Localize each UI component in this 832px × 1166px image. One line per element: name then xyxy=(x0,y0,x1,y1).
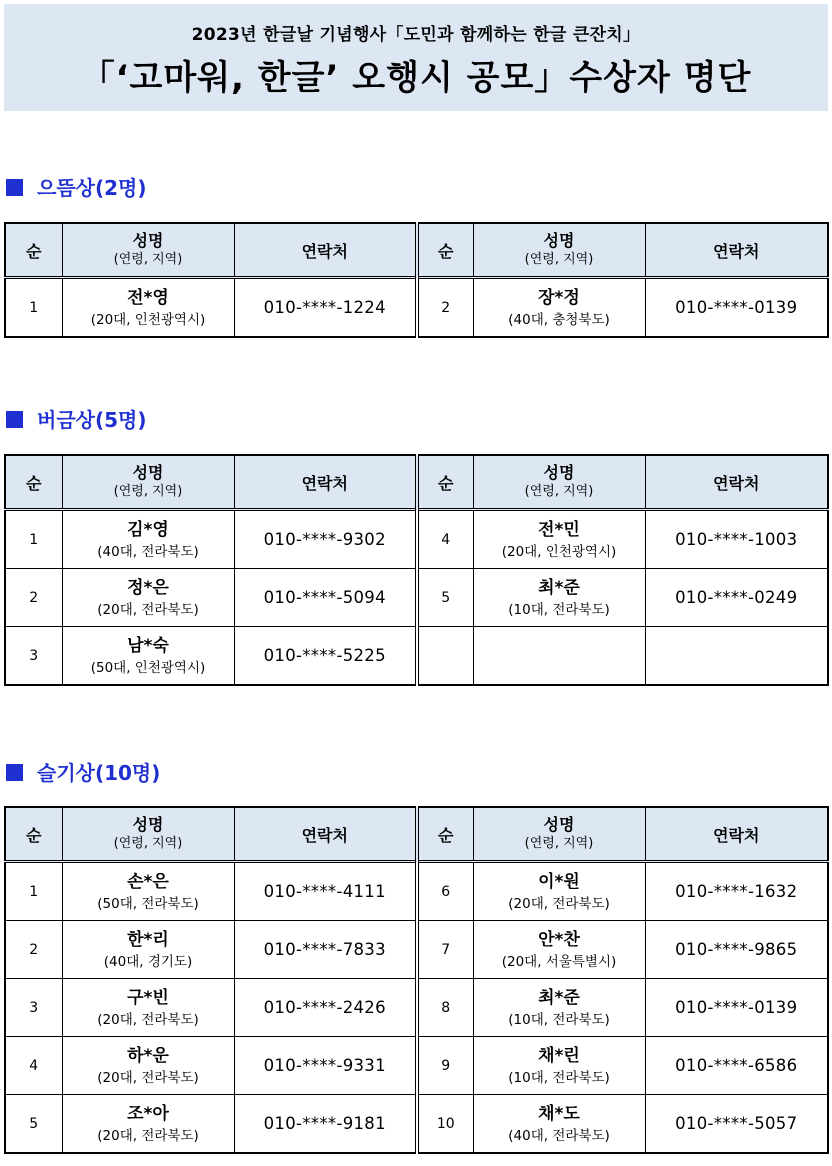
entry-phone: 010-****-4111 xyxy=(234,862,417,921)
entry-phone: 010-****-1224 xyxy=(234,278,417,338)
entry-order: 1 xyxy=(5,862,62,921)
table-header-row xyxy=(5,807,828,862)
entry-detail: (10대, 전라북도) xyxy=(508,1069,610,1086)
entry-phone: 010-****-5057 xyxy=(645,1095,828,1154)
table-header-row xyxy=(5,455,828,510)
entry-order: 2 xyxy=(5,921,62,979)
entry-phone: 010-****-6586 xyxy=(645,1037,828,1095)
header-contact: 연락처 xyxy=(645,455,828,510)
table-row xyxy=(5,862,828,921)
entry-detail: (20대, 전라북도) xyxy=(97,1069,199,1086)
entry-name: 하*운 xyxy=(127,1045,169,1066)
header-name-sub: (연령, 지역) xyxy=(113,484,183,499)
entry-order: 6 xyxy=(417,862,473,921)
entry-detail: (20대, 인천광역시) xyxy=(501,543,617,560)
header-name-label: 성명 xyxy=(132,463,164,482)
banner-subtitle: 2023년 한글날 기념행사「도민과 함께하는 한글 큰잔치」 xyxy=(191,25,641,45)
header-contact: 연락처 xyxy=(234,807,417,862)
entry-detail: (20대, 전라북도) xyxy=(97,1127,199,1144)
header-name-label: 성명 xyxy=(543,231,575,250)
entry-order: 4 xyxy=(5,1037,62,1095)
entry-phone: 010-****-9331 xyxy=(234,1037,417,1095)
table-row xyxy=(5,569,828,627)
header-order: 순 xyxy=(5,455,62,510)
entry-name: 손*은 xyxy=(127,871,169,892)
header-name xyxy=(62,455,234,510)
entry-detail: (20대, 서울특별시) xyxy=(501,953,617,970)
header-name-sub: (연령, 지역) xyxy=(113,836,183,851)
entry-order: 3 xyxy=(5,627,62,686)
entry-name: 채*린 xyxy=(538,1045,580,1066)
entry-name-cell xyxy=(473,979,645,1037)
entry-phone: 010-****-9865 xyxy=(645,921,828,979)
entry-name-cell xyxy=(62,510,234,569)
header-order: 순 xyxy=(5,807,62,862)
table-row xyxy=(5,627,828,686)
entry-phone: 010-****-2426 xyxy=(234,979,417,1037)
entry-name: 정*은 xyxy=(127,577,169,598)
entry-name: 전*민 xyxy=(538,519,580,540)
entry-name-cell xyxy=(62,278,234,338)
entry-name: 이*원 xyxy=(538,871,580,892)
section-title-label: 버금상(5명) xyxy=(37,408,147,432)
header-name-label: 성명 xyxy=(132,231,164,250)
entry-name-cell xyxy=(473,510,645,569)
header-name xyxy=(62,223,234,278)
entry-order: 1 xyxy=(5,278,62,338)
entry-name-cell xyxy=(473,862,645,921)
header-name-label: 성명 xyxy=(543,815,575,834)
header-order: 순 xyxy=(417,223,473,278)
entry-detail: (10대, 전라북도) xyxy=(508,1011,610,1028)
entry-name-cell xyxy=(473,1095,645,1154)
entry-phone: 010-****-7833 xyxy=(234,921,417,979)
header-name xyxy=(473,455,645,510)
entry-detail: (40대, 충청북도) xyxy=(508,311,610,328)
section-title xyxy=(6,172,146,201)
entry-detail: (20대, 전라북도) xyxy=(508,895,610,912)
entry-detail: (10대, 전라북도) xyxy=(508,601,610,618)
entry-detail: (20대, 전라북도) xyxy=(97,1011,199,1028)
entry-order: 4 xyxy=(417,510,473,569)
title-banner xyxy=(4,4,828,111)
entry-name-cell xyxy=(473,278,645,338)
entry-name-cell xyxy=(62,979,234,1037)
table-row xyxy=(5,510,828,569)
header-name-sub: (연령, 지역) xyxy=(524,484,594,499)
entry-name: 안*찬 xyxy=(538,929,580,950)
section-title xyxy=(6,757,160,786)
entry-order: 8 xyxy=(417,979,473,1037)
award-table xyxy=(4,222,829,338)
header-order: 순 xyxy=(5,223,62,278)
entry-name: 구*빈 xyxy=(127,987,169,1008)
entry-detail: (40대, 경기도) xyxy=(103,953,193,970)
header-contact: 연락처 xyxy=(645,807,828,862)
entry-phone: 010-****-1003 xyxy=(645,510,828,569)
square-bullet-icon xyxy=(6,411,23,428)
award-table xyxy=(4,806,829,1154)
entry-name-cell xyxy=(62,1095,234,1154)
header-order: 순 xyxy=(417,455,473,510)
header-name-sub: (연령, 지역) xyxy=(524,252,594,267)
entry-name: 채*도 xyxy=(538,1103,580,1124)
entry-order: 2 xyxy=(5,569,62,627)
entry-name-cell xyxy=(473,921,645,979)
section-title-label: 슬기상(10명) xyxy=(37,761,161,785)
entry-name: 전*영 xyxy=(127,287,169,308)
entry-name-cell xyxy=(62,862,234,921)
entry-phone: 010-****-1632 xyxy=(645,862,828,921)
square-bullet-icon xyxy=(6,764,23,781)
entry-order xyxy=(417,627,473,686)
entry-order: 10 xyxy=(417,1095,473,1154)
entry-order: 1 xyxy=(5,510,62,569)
header-name xyxy=(62,807,234,862)
entry-name-cell xyxy=(62,921,234,979)
entry-order: 2 xyxy=(417,278,473,338)
section-title xyxy=(6,404,146,433)
table-header-row xyxy=(5,223,828,278)
header-order: 순 xyxy=(417,807,473,862)
entry-phone: 010-****-5225 xyxy=(234,627,417,686)
entry-order: 7 xyxy=(417,921,473,979)
entry-detail: (20대, 인천광역시) xyxy=(90,311,206,328)
entry-detail: (40대, 전라북도) xyxy=(508,1127,610,1144)
entry-name: 최*준 xyxy=(538,577,580,598)
entry-detail: (50대, 인천광역시) xyxy=(90,659,206,676)
entry-phone: 010-****-9302 xyxy=(234,510,417,569)
entry-phone xyxy=(645,627,828,686)
entry-name: 최*준 xyxy=(538,987,580,1008)
entry-phone: 010-****-0139 xyxy=(645,979,828,1037)
entry-phone: 010-****-0139 xyxy=(645,278,828,338)
entry-name-cell xyxy=(473,569,645,627)
table-row xyxy=(5,1095,828,1154)
header-name-sub: (연령, 지역) xyxy=(524,836,594,851)
entry-name: 한*리 xyxy=(127,929,169,950)
square-bullet-icon xyxy=(6,179,23,196)
header-name-label: 성명 xyxy=(132,815,164,834)
header-name xyxy=(473,807,645,862)
entry-name: 남*숙 xyxy=(127,635,169,656)
table-row xyxy=(5,1037,828,1095)
header-contact: 연락처 xyxy=(645,223,828,278)
entry-phone: 010-****-9181 xyxy=(234,1095,417,1154)
entry-phone: 010-****-0249 xyxy=(645,569,828,627)
header-contact: 연락처 xyxy=(234,455,417,510)
entry-order: 3 xyxy=(5,979,62,1037)
entry-name-cell xyxy=(62,1037,234,1095)
header-name-label: 성명 xyxy=(543,463,575,482)
table-row xyxy=(5,921,828,979)
entry-name-cell xyxy=(62,627,234,686)
entry-name: 조*아 xyxy=(127,1103,169,1124)
table-row xyxy=(5,278,828,338)
entry-detail: (40대, 전라북도) xyxy=(97,543,199,560)
entry-phone: 010-****-5094 xyxy=(234,569,417,627)
entry-name-cell xyxy=(473,1037,645,1095)
entry-detail: (50대, 전라북도) xyxy=(97,895,199,912)
entry-detail: (20대, 전라북도) xyxy=(97,601,199,618)
table-row xyxy=(5,979,828,1037)
header-name-sub: (연령, 지역) xyxy=(113,252,183,267)
header-contact: 연락처 xyxy=(234,223,417,278)
section-title-label: 으뜸상(2명) xyxy=(37,176,147,200)
entry-order: 5 xyxy=(417,569,473,627)
entry-name: 김*영 xyxy=(127,519,169,540)
entry-name-cell xyxy=(62,569,234,627)
entry-name: 장*정 xyxy=(538,287,580,308)
entry-order: 5 xyxy=(5,1095,62,1154)
award-table xyxy=(4,454,829,686)
entry-order: 9 xyxy=(417,1037,473,1095)
banner-title: 「‘고마워, 한글’ 오행시 공모」수상자 명단 xyxy=(80,58,752,98)
header-name xyxy=(473,223,645,278)
entry-name-cell xyxy=(473,627,645,686)
